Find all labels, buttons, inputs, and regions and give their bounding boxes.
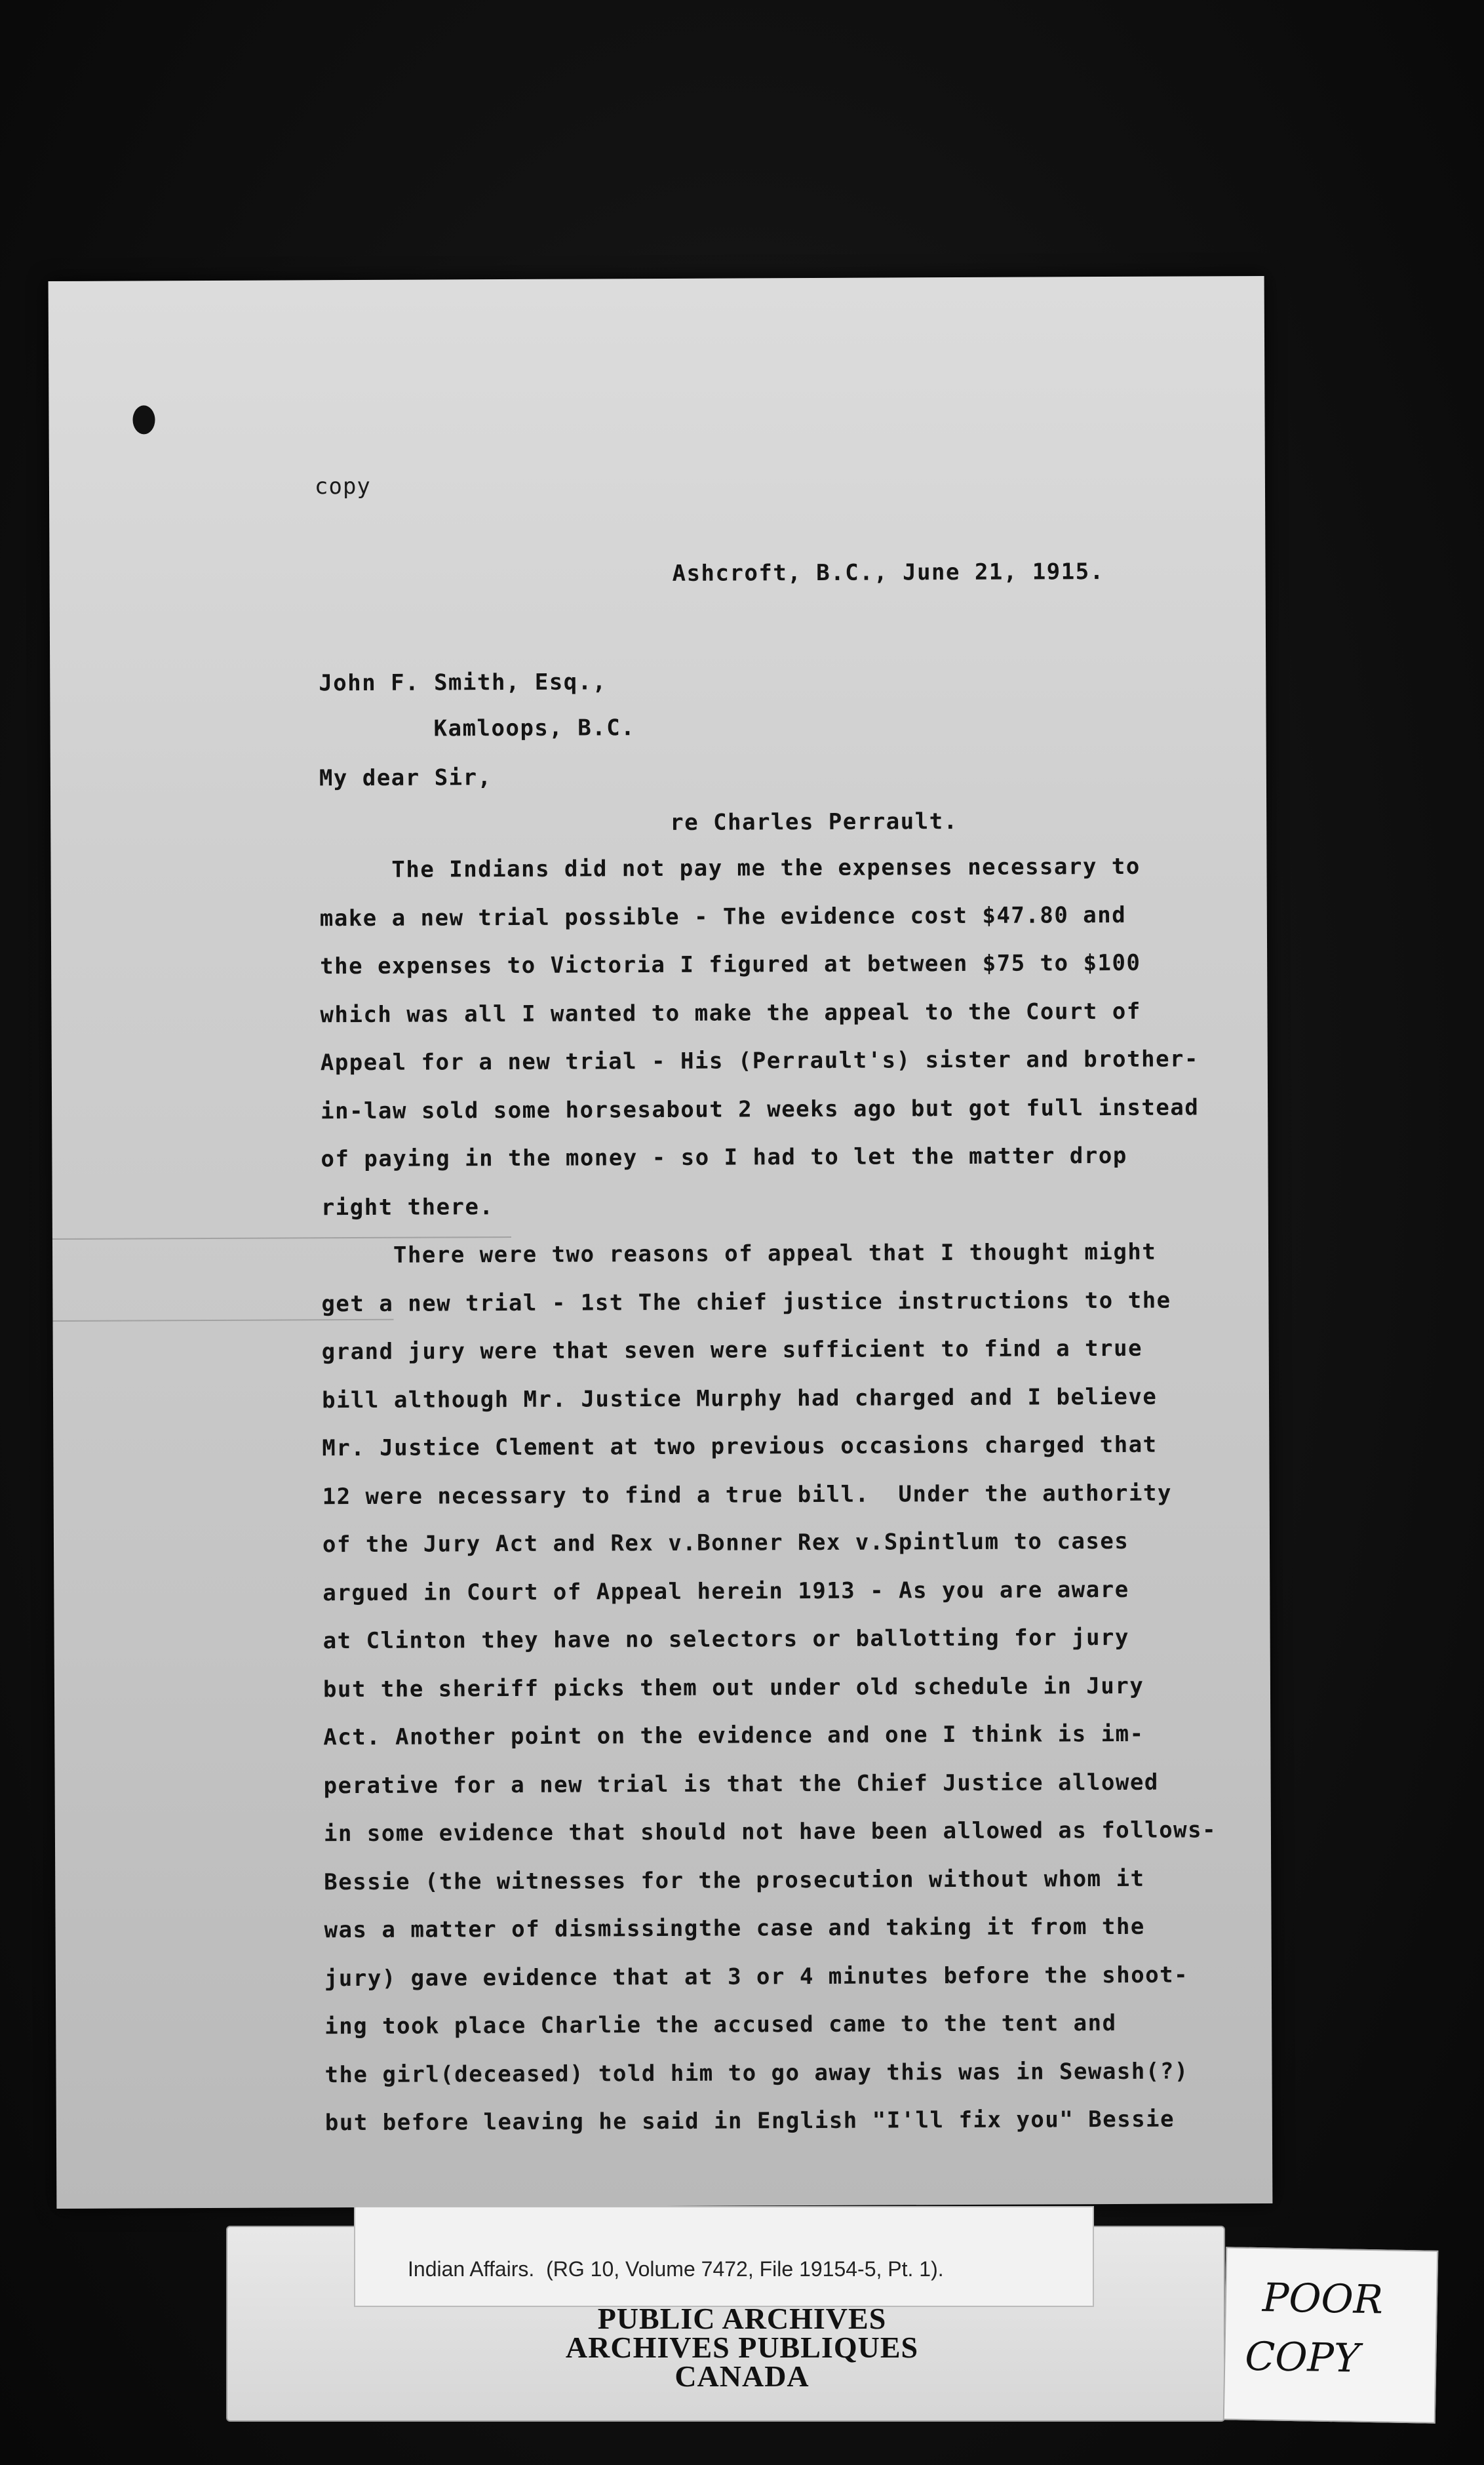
- letter-line: the girl(deceased) told him to go away this was in Sewash(?): [324, 2057, 1189, 2088]
- letter-line: The Indians did not pay me the expenses necessary to: [319, 853, 1141, 884]
- poor-copy-word-2: COPY: [1244, 2333, 1361, 2382]
- punch-hole: [132, 405, 155, 434]
- letter-line: jury) gave evidence that at 3 or 4 minutes before the shoot-: [324, 1961, 1189, 1992]
- archive-reference: Indian Affairs. (RG 10, Volume 7472, File 19154-5, Pt. 1).: [408, 2257, 944, 2281]
- archives-line-3: CANADA: [674, 2359, 810, 2393]
- archives-line-1: PUBLIC ARCHIVES: [597, 2302, 887, 2335]
- salutation: My dear Sir,: [319, 764, 492, 792]
- letter-line: but the sheriff picks them out under old schedule in Jury: [322, 1672, 1144, 1703]
- letter-line: which was all I wanted to make the appeal to the Court of: [320, 998, 1141, 1028]
- letter-line: the expenses to Victoria I figured at between $75 to $100: [320, 949, 1141, 980]
- copy-mark: copy: [314, 473, 371, 500]
- letter-line: right there.: [321, 1193, 494, 1221]
- letter-line: Bessie (the witnesses for the prosecution without whom it: [324, 1865, 1145, 1895]
- fold-crease: [53, 1319, 394, 1322]
- letter-line: at Clinton they have no selectors or ballotting for jury: [322, 1624, 1130, 1655]
- letter-line: grand jury were that seven were sufficient to find a true: [321, 1335, 1143, 1366]
- addressee-name: John F. Smith, Esq.,: [319, 669, 607, 697]
- letter-line: Mr. Justice Clement at two previous occasions charged that: [322, 1431, 1158, 1462]
- letter-line: argued in Court of Appeal herein 1913 - As you are aware: [322, 1576, 1129, 1606]
- letter-line: make a new trial possible - The evidence cost $47.80 and: [319, 901, 1127, 932]
- letter-line: but before leaving he said in English "I'll fix you" Bessie: [324, 2106, 1175, 2137]
- reference-tab: [354, 2206, 1094, 2307]
- addressee-place: Kamloops, B.C.: [433, 715, 636, 742]
- fold-crease: [52, 1236, 511, 1240]
- poor-copy-word-1: POOR: [1262, 2275, 1384, 2323]
- letter-page: [49, 276, 1273, 2209]
- dateline: Ashcroft, B.C., June 21, 1915.: [672, 559, 1104, 587]
- letter-line: 12 were necessary to find a true bill. Under the authority: [322, 1480, 1172, 1510]
- letter-line: of the Jury Act and Rex v.Bonner Rex v.Spintlum to cases: [322, 1528, 1129, 1558]
- letter-line: get a new trial - 1st The chief justice instructions to the: [321, 1287, 1171, 1317]
- letter-line: There were two reasons of appeal that I thought might: [321, 1238, 1157, 1269]
- letter-line: in-law sold some horsesabout 2 weeks ago but got full instead: [321, 1094, 1200, 1124]
- letter-line: Act. Another point on the evidence and one I think is im-: [323, 1720, 1144, 1751]
- archives-line-2: ARCHIVES PUBLIQUES: [565, 2331, 919, 2364]
- letter-line: was a matter of dismissingthe case and taking it from the: [324, 1913, 1145, 1944]
- letter-line: Appeal for a new trial - His (Perrault's) sister and brother-: [320, 1046, 1200, 1076]
- letter-line: perative for a new trial is that the Chief Justice allowed: [323, 1769, 1159, 1799]
- subject-line: re Charles Perrault.: [670, 808, 958, 836]
- poor-copy-note: [1223, 2247, 1439, 2424]
- letter-line: of paying in the money - so I had to let the matter drop: [321, 1142, 1127, 1173]
- letter-line: in some evidence that should not have been allowed as follows-: [323, 1817, 1217, 1847]
- letter-line: bill although Mr. Justice Murphy had charged and I believe: [321, 1383, 1158, 1413]
- letter-line: ing took place Charlie the accused came to the tent and: [324, 2009, 1117, 2040]
